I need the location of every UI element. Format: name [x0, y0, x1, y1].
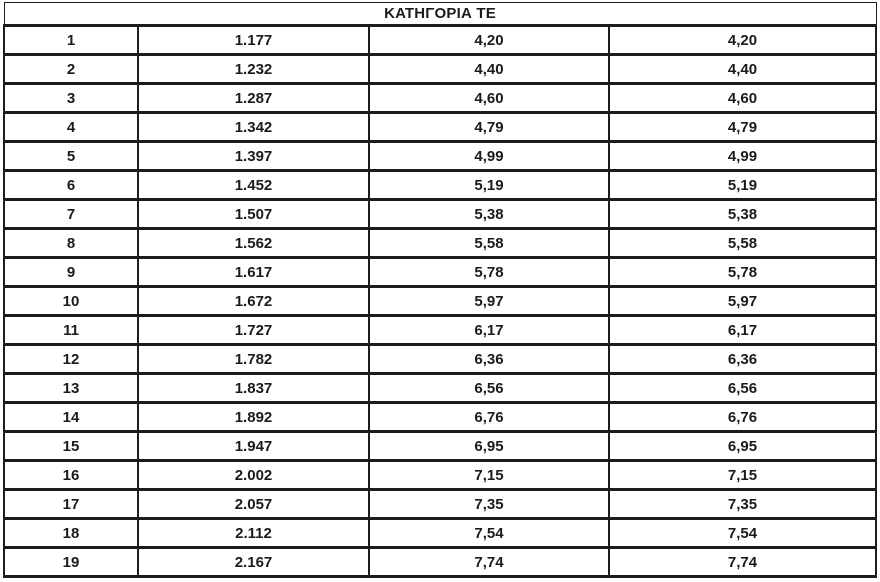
cell-col4-value: 7,74 — [609, 548, 876, 577]
cell-col2-value: 2.167 — [138, 548, 369, 577]
cell-row-number: 1 — [4, 26, 138, 55]
cell-col3-value: 6,36 — [369, 345, 609, 374]
cell-row-number: 12 — [4, 345, 138, 374]
cell-col4-value: 4,20 — [609, 26, 876, 55]
cell-col3-value: 7,15 — [369, 461, 609, 490]
cell-col4-value: 5,78 — [609, 258, 876, 287]
table-row — [4, 200, 876, 229]
table-row — [4, 26, 876, 55]
cell-col2-value: 2.002 — [138, 461, 369, 490]
cell-col3-value: 4,60 — [369, 84, 609, 113]
cell-col2-value: 1.507 — [138, 200, 369, 229]
cell-col3-value: 7,35 — [369, 490, 609, 519]
table-row — [4, 258, 876, 287]
table-row — [4, 84, 876, 113]
cell-row-number: 10 — [4, 287, 138, 316]
table-row — [4, 142, 876, 171]
cell-col2-value: 1.562 — [138, 229, 369, 258]
cell-col4-value: 4,40 — [609, 55, 876, 84]
table-row — [4, 113, 876, 142]
cell-row-number: 16 — [4, 461, 138, 490]
table-row — [4, 490, 876, 519]
cell-col2-value: 2.112 — [138, 519, 369, 548]
cell-col4-value: 5,19 — [609, 171, 876, 200]
cell-col4-value: 7,15 — [609, 461, 876, 490]
table-row — [4, 403, 876, 432]
cell-col3-value: 5,38 — [369, 200, 609, 229]
table-row — [4, 229, 876, 258]
cell-col3-value: 6,56 — [369, 374, 609, 403]
cell-row-number: 19 — [4, 548, 138, 577]
table-row — [4, 374, 876, 403]
cell-col2-value: 1.837 — [138, 374, 369, 403]
cell-row-number: 3 — [4, 84, 138, 113]
cell-col4-value: 7,35 — [609, 490, 876, 519]
cell-col3-value: 4,99 — [369, 142, 609, 171]
cell-row-number: 17 — [4, 490, 138, 519]
cell-col2-value: 1.892 — [138, 403, 369, 432]
cell-col4-value: 4,79 — [609, 113, 876, 142]
cell-col4-value: 5,38 — [609, 200, 876, 229]
cell-row-number: 15 — [4, 432, 138, 461]
cell-col3-value: 6,17 — [369, 316, 609, 345]
table-body — [4, 26, 876, 577]
cell-row-number: 13 — [4, 374, 138, 403]
cell-col4-value: 6,56 — [609, 374, 876, 403]
cell-col4-value: 6,95 — [609, 432, 876, 461]
cell-row-number: 14 — [4, 403, 138, 432]
table-row — [4, 287, 876, 316]
cell-col2-value: 1.947 — [138, 432, 369, 461]
cell-col3-value: 5,78 — [369, 258, 609, 287]
table-row — [4, 548, 876, 577]
cell-col3-value: 4,40 — [369, 55, 609, 84]
cell-col3-value: 4,79 — [369, 113, 609, 142]
table-row — [4, 519, 876, 548]
cell-row-number: 11 — [4, 316, 138, 345]
cell-col4-value: 4,60 — [609, 84, 876, 113]
table-row — [4, 171, 876, 200]
table-row — [4, 55, 876, 84]
cell-row-number: 5 — [4, 142, 138, 171]
cell-col4-value: 5,58 — [609, 229, 876, 258]
cell-col3-value: 4,20 — [369, 26, 609, 55]
cell-col2-value: 1.727 — [138, 316, 369, 345]
cell-col2-value: 1.177 — [138, 26, 369, 55]
cell-row-number: 8 — [4, 229, 138, 258]
cell-col3-value: 5,58 — [369, 229, 609, 258]
cell-col3-value: 5,97 — [369, 287, 609, 316]
cell-col2-value: 1.287 — [138, 84, 369, 113]
cell-col4-value: 4,99 — [609, 142, 876, 171]
cell-col3-value: 6,95 — [369, 432, 609, 461]
cell-col3-value: 7,74 — [369, 548, 609, 577]
table-row — [4, 316, 876, 345]
cell-row-number: 7 — [4, 200, 138, 229]
cell-col3-value: 5,19 — [369, 171, 609, 200]
cell-col2-value: 1.672 — [138, 287, 369, 316]
cell-col2-value: 1.617 — [138, 258, 369, 287]
kathgoria-te-table — [3, 2, 877, 578]
cell-col2-value: 1.452 — [138, 171, 369, 200]
cell-col2-value: 2.057 — [138, 490, 369, 519]
cell-col2-value: 1.342 — [138, 113, 369, 142]
cell-col3-value: 6,76 — [369, 403, 609, 432]
cell-col2-value: 1.782 — [138, 345, 369, 374]
cell-col2-value: 1.397 — [138, 142, 369, 171]
table-title: ΚΑΤΗΓΟΡΙΑ ΤΕ — [4, 3, 876, 26]
table-row — [4, 345, 876, 374]
table-row — [4, 432, 876, 461]
cell-col4-value: 5,97 — [609, 287, 876, 316]
table-row — [4, 461, 876, 490]
cell-row-number: 4 — [4, 113, 138, 142]
cell-col4-value: 7,54 — [609, 519, 876, 548]
cell-row-number: 6 — [4, 171, 138, 200]
table-header-row — [4, 3, 876, 26]
cell-row-number: 9 — [4, 258, 138, 287]
cell-col4-value: 6,17 — [609, 316, 876, 345]
cell-col4-value: 6,36 — [609, 345, 876, 374]
cell-row-number: 2 — [4, 55, 138, 84]
cell-col4-value: 6,76 — [609, 403, 876, 432]
cell-row-number: 18 — [4, 519, 138, 548]
cell-col3-value: 7,54 — [369, 519, 609, 548]
cell-col2-value: 1.232 — [138, 55, 369, 84]
